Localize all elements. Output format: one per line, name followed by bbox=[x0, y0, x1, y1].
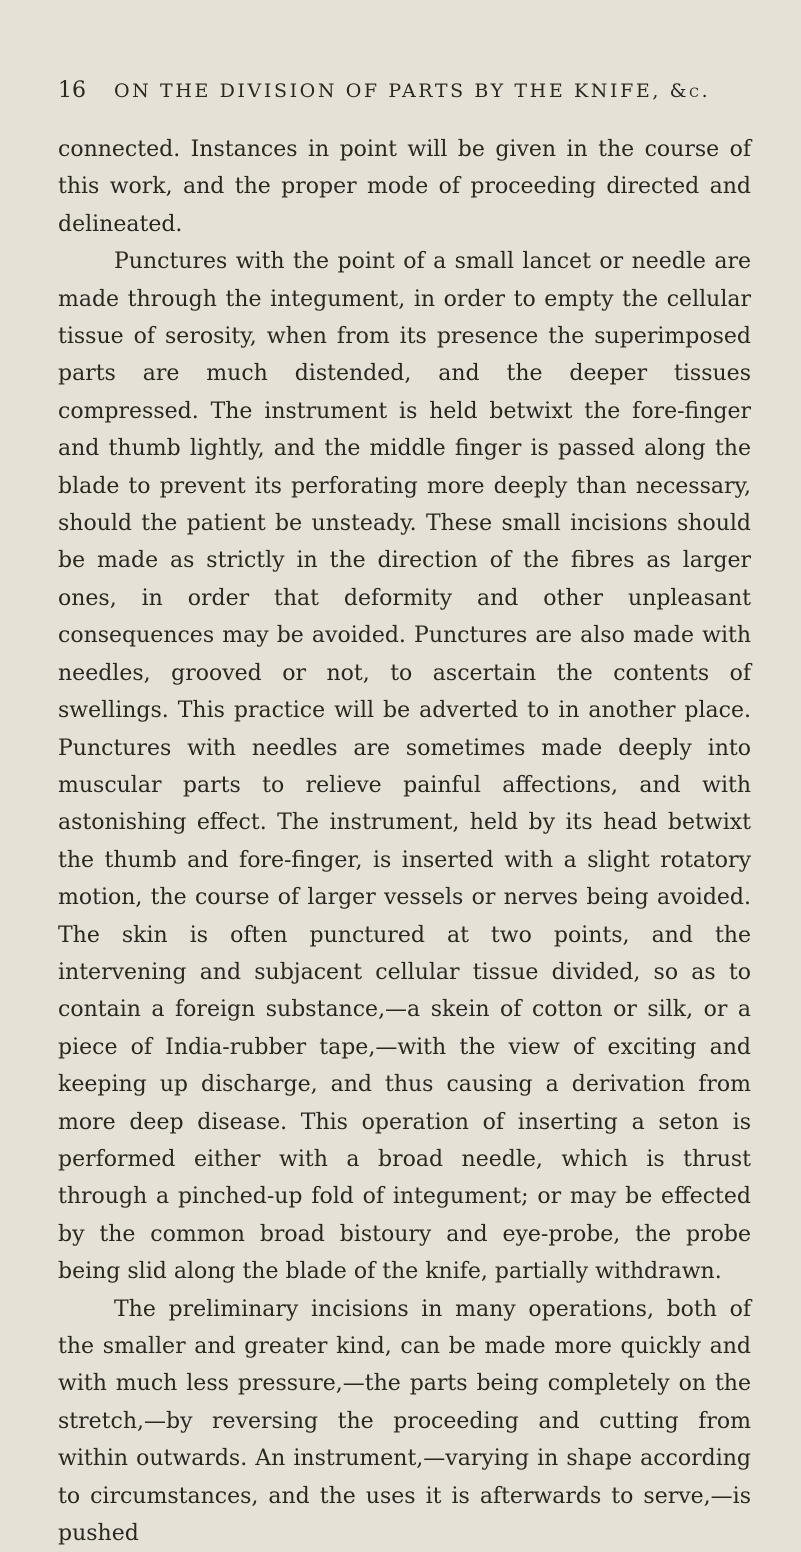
paragraph-continued: connected. Instances in point will be given in the course of this work, and the proper mode of proceeding directed and delineated. bbox=[58, 137, 751, 237]
running-title: ON THE DIVISION OF PARTS BY THE KNIFE, &c. bbox=[114, 80, 711, 102]
paragraph-punctures: Punctures with the point of a small lancet or needle are made through the integument, in order to empty the cellular tissue of serosity, when from its presence the superimposed parts are much distended, and the deeper tissues compressed. The instrument is held betwixt the fore-finger and thumb lightly, and the middle finger is passed along the blade to prevent its perforating more deeply than necessary, should the patient be unsteady. These small incisions should be made as strictly in the direction of the fibres as larger ones, in order that deformity and other unpleasant consequences may be avoided. Punctures are also made with needles, grooved or not, to ascertain the contents of swellings. This practice will be adverted to in another place. Punctures with needles are sometimes made deeply into muscular parts to relieve painful affections, and with astonishing effect. The instrument, held by its head betwixt the thumb and fore-finger, is inserted with a slight rotatory motion, the course of larger vessels or nerves being avoided. The skin is often punctured at two points, and the intervening and subjacent cellular tissue divided, so as to contain a foreign substance,—a skein of cotton or silk, or a piece of India-rubber tape,—with the view of exciting and keeping up discharge, and thus causing a derivation from more deep disease. This operation of inserting a seton is performed either with a broad needle, which is thrust through a pinched-up fold of integument; or may be effected by the common broad bistoury and eye-probe, the probe being slid along the blade of the knife, partially withdrawn. bbox=[58, 249, 751, 1285]
paragraph-preliminary-incisions: The preliminary incisions in many operations, both of the smaller and greater kind, can be made more quickly and with much less pressure,—the parts being completely on the stretch,—by reversing the proceeding and cutting from within outwards. An instrument,—varying in shape according to circumstances, and the uses it is afterwards to serve,—is pushed bbox=[58, 1296, 751, 1547]
body-text bbox=[58, 131, 751, 1552]
page-number: 16 bbox=[58, 78, 86, 103]
running-head bbox=[58, 78, 751, 103]
